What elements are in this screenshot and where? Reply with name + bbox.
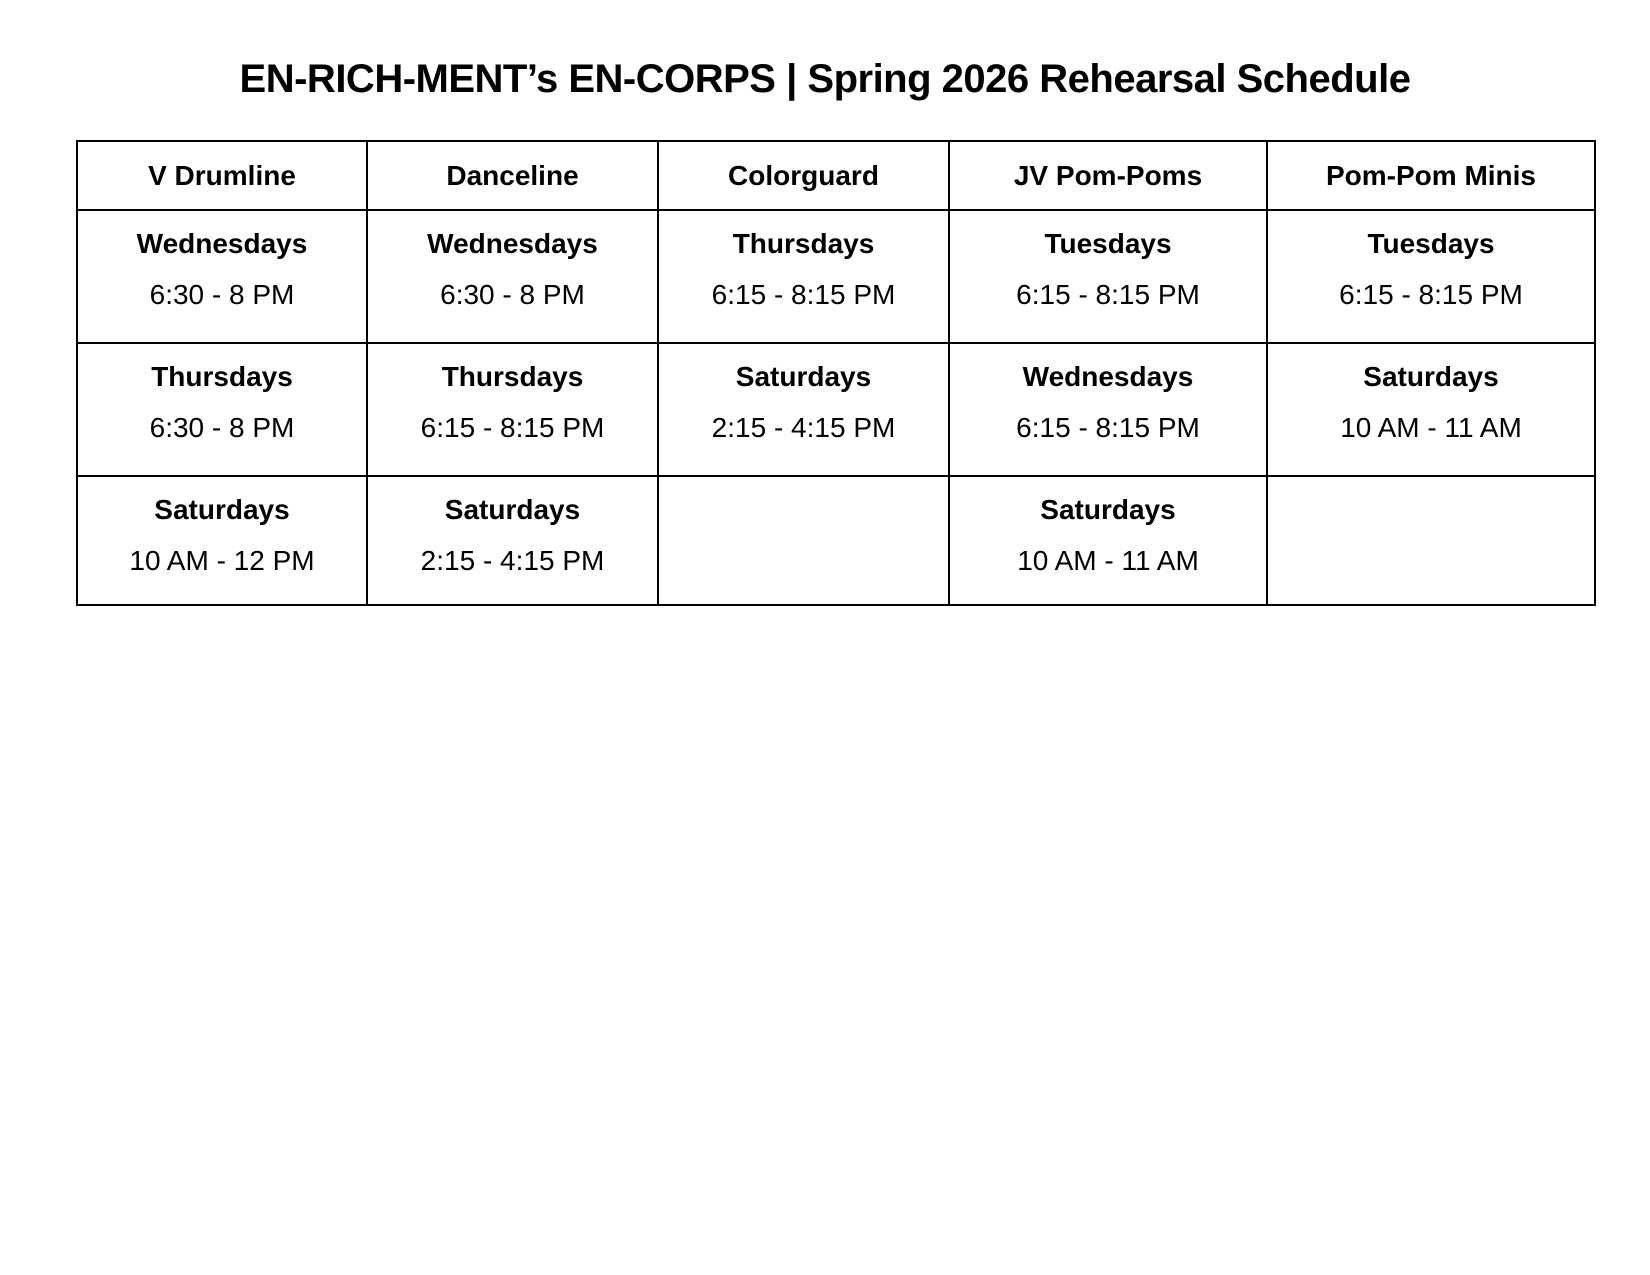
rehearsal-time: 6:30 - 8 PM xyxy=(440,279,585,310)
schedule-cell xyxy=(949,343,1267,476)
rehearsal-day: Saturdays xyxy=(444,494,581,525)
schedule-cell xyxy=(367,343,658,476)
rehearsal-day: Thursdays xyxy=(732,228,875,259)
rehearsal-schedule-table xyxy=(76,140,1596,606)
schedule-cell xyxy=(77,210,367,343)
rehearsal-time: 6:15 - 8:15 PM xyxy=(1016,412,1200,443)
schedule-cell xyxy=(367,476,658,605)
schedule-cell xyxy=(367,210,658,343)
column-header-v-drumline: V Drumline xyxy=(77,141,367,210)
rehearsal-time: 6:15 - 8:15 PM xyxy=(1016,279,1200,310)
rehearsal-time: 10 AM - 12 PM xyxy=(129,545,315,576)
rehearsal-time: 10 AM - 11 AM xyxy=(1017,545,1199,576)
rehearsal-time: 6:15 - 8:15 PM xyxy=(711,279,896,310)
rehearsal-time: 6:15 - 8:15 PM xyxy=(420,412,605,443)
header-row xyxy=(77,141,1595,210)
schedule-cell xyxy=(1267,210,1595,343)
rehearsal-day: Saturdays xyxy=(735,361,872,392)
table-row xyxy=(77,210,1595,343)
rehearsal-time: 2:15 - 4:15 PM xyxy=(420,545,605,576)
rehearsal-time: 10 AM - 11 AM xyxy=(1340,412,1522,443)
column-header-pom-pom-minis: Pom-Pom Minis xyxy=(1267,141,1595,210)
rehearsal-day: Saturdays xyxy=(1040,494,1176,525)
rehearsal-time: 6:30 - 8 PM xyxy=(149,279,295,310)
rehearsal-time: 6:15 - 8:15 PM xyxy=(1339,279,1523,310)
schedule-cell xyxy=(658,210,949,343)
column-header-danceline: Danceline xyxy=(367,141,658,210)
schedule-cell-empty xyxy=(658,476,949,605)
schedule-cell xyxy=(77,476,367,605)
rehearsal-day: Tuesdays xyxy=(1044,228,1172,259)
rehearsal-time: 2:15 - 4:15 PM xyxy=(711,412,896,443)
rehearsal-day: Thursdays xyxy=(441,361,584,392)
schedule-cell xyxy=(77,343,367,476)
table-row xyxy=(77,343,1595,476)
rehearsal-day: Saturdays xyxy=(154,494,290,525)
rehearsal-time: 6:30 - 8 PM xyxy=(149,412,295,443)
schedule-cell-empty xyxy=(1267,476,1595,605)
column-header-jv-pom-poms: JV Pom-Poms xyxy=(949,141,1267,210)
column-header-colorguard: Colorguard xyxy=(658,141,949,210)
table-row xyxy=(77,476,1595,605)
page-title: EN-RICH-MENT’s EN-CORPS | Spring 2026 Rehearsal Schedule xyxy=(239,57,1411,101)
rehearsal-day: Wednesdays xyxy=(1022,361,1194,392)
schedule-cell xyxy=(949,476,1267,605)
schedule-cell xyxy=(949,210,1267,343)
rehearsal-day: Wednesdays xyxy=(136,228,308,259)
rehearsal-day: Saturdays xyxy=(1363,361,1499,392)
schedule-cell xyxy=(658,343,949,476)
rehearsal-day: Tuesdays xyxy=(1367,228,1495,259)
rehearsal-day: Wednesdays xyxy=(427,228,598,259)
rehearsal-day: Thursdays xyxy=(151,361,293,392)
schedule-cell xyxy=(1267,343,1595,476)
